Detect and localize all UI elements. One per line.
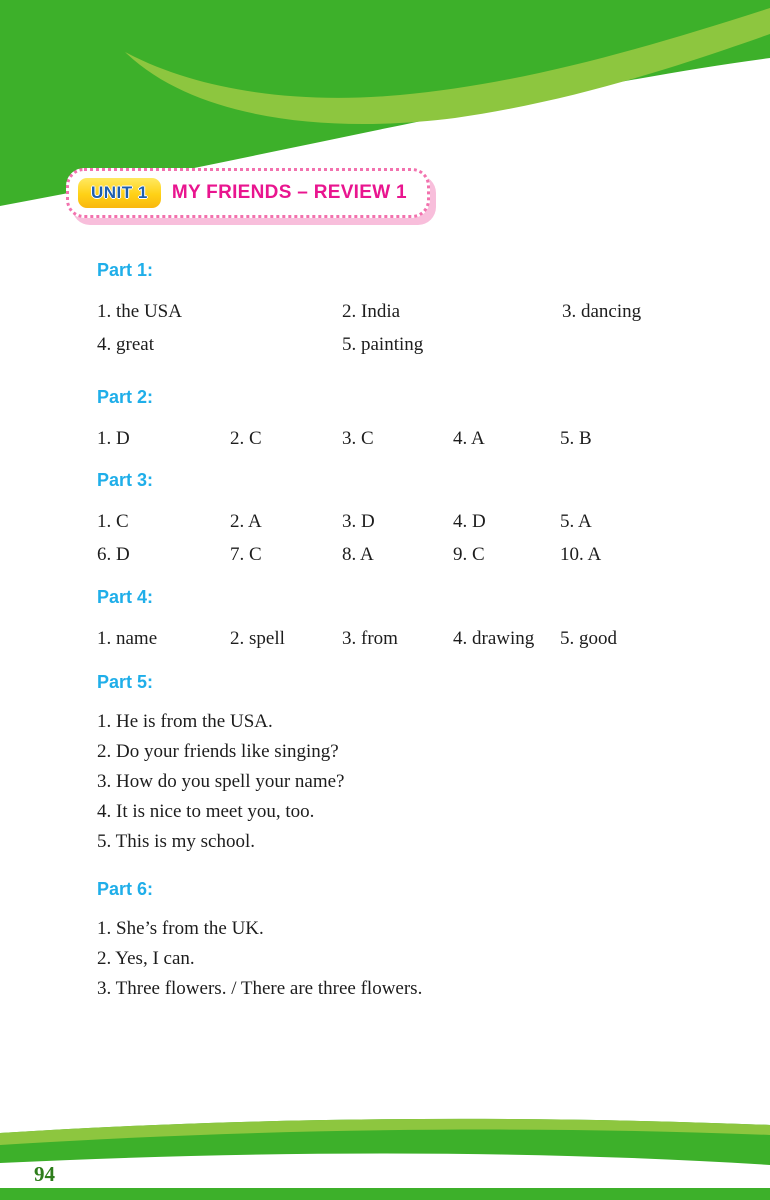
part-6-answers [97, 914, 713, 1004]
answer-line: 2. Yes, I can. [97, 948, 195, 969]
answer-item: 8. A [342, 544, 374, 565]
answer-item: 3. D [342, 511, 375, 532]
unit-badge-label: UNIT 1 [91, 183, 148, 202]
part-6-heading: Part 6: [97, 879, 154, 899]
answer-item: 3. C [342, 428, 374, 449]
answer-item: 2. India [342, 301, 401, 322]
part-3-section [97, 470, 713, 571]
answer-item: 10. A [560, 544, 602, 565]
part-3-answers [97, 505, 713, 571]
answer-item: 5. B [560, 428, 592, 449]
part-1-answers [97, 295, 713, 361]
footer-swoosh-decoration [0, 1115, 770, 1200]
answer-line: 5. This is my school. [97, 831, 255, 852]
page-number: 94 [34, 1162, 55, 1186]
unit-header [66, 168, 430, 218]
part-1-heading: Part 1: [97, 260, 154, 280]
answer-item: 7. C [230, 544, 262, 565]
part-6-section [97, 879, 713, 1004]
answer-item: 4. great [97, 334, 154, 355]
part-1-section [97, 260, 713, 361]
answer-item: 1. name [97, 628, 158, 649]
part-5-section [97, 672, 713, 857]
answer-line: 1. He is from the USA. [97, 711, 273, 732]
answer-item: 5. good [560, 628, 617, 649]
part-4-section [97, 587, 713, 655]
part-2-answers [97, 422, 713, 455]
part-2-section [97, 387, 713, 455]
answer-item: 2. spell [230, 628, 285, 649]
answer-item: 3. dancing [562, 301, 642, 322]
answer-item: 4. A [453, 428, 485, 449]
answer-item: 5. painting [342, 334, 424, 355]
part-2-heading: Part 2: [97, 387, 154, 407]
answer-item: 5. A [560, 511, 592, 532]
answer-item: 4. D [453, 511, 486, 532]
answer-line: 3. Three flowers. / There are three flowers. [97, 978, 423, 999]
answer-item: 1. D [97, 428, 130, 449]
answer-item: 4. drawing [453, 628, 535, 649]
unit-badge [78, 178, 161, 208]
part-4-answers [97, 622, 713, 655]
answer-key [97, 260, 713, 1004]
footer-bar [0, 1188, 770, 1200]
answer-item: 2. C [230, 428, 262, 449]
answer-line: 1. She’s from the UK. [97, 918, 264, 939]
answer-item: 6. D [97, 544, 130, 565]
answer-item: 1. the USA [97, 301, 182, 322]
answer-item: 3. from [342, 628, 398, 649]
answer-line: 2. Do your friends like singing? [97, 741, 339, 762]
answer-line: 3. How do you spell your name? [97, 771, 345, 792]
answer-item: 9. C [453, 544, 485, 565]
part-3-heading: Part 3: [97, 470, 154, 490]
part-5-answers [97, 707, 713, 857]
page-title: MY FRIENDS – REVIEW 1 [171, 182, 407, 203]
part-4-heading: Part 4: [97, 587, 154, 607]
answer-item: 1. C [97, 511, 129, 532]
part-5-heading: Part 5: [97, 672, 154, 692]
answer-item: 2. A [230, 511, 262, 532]
answer-line: 4. It is nice to meet you, too. [97, 801, 315, 822]
